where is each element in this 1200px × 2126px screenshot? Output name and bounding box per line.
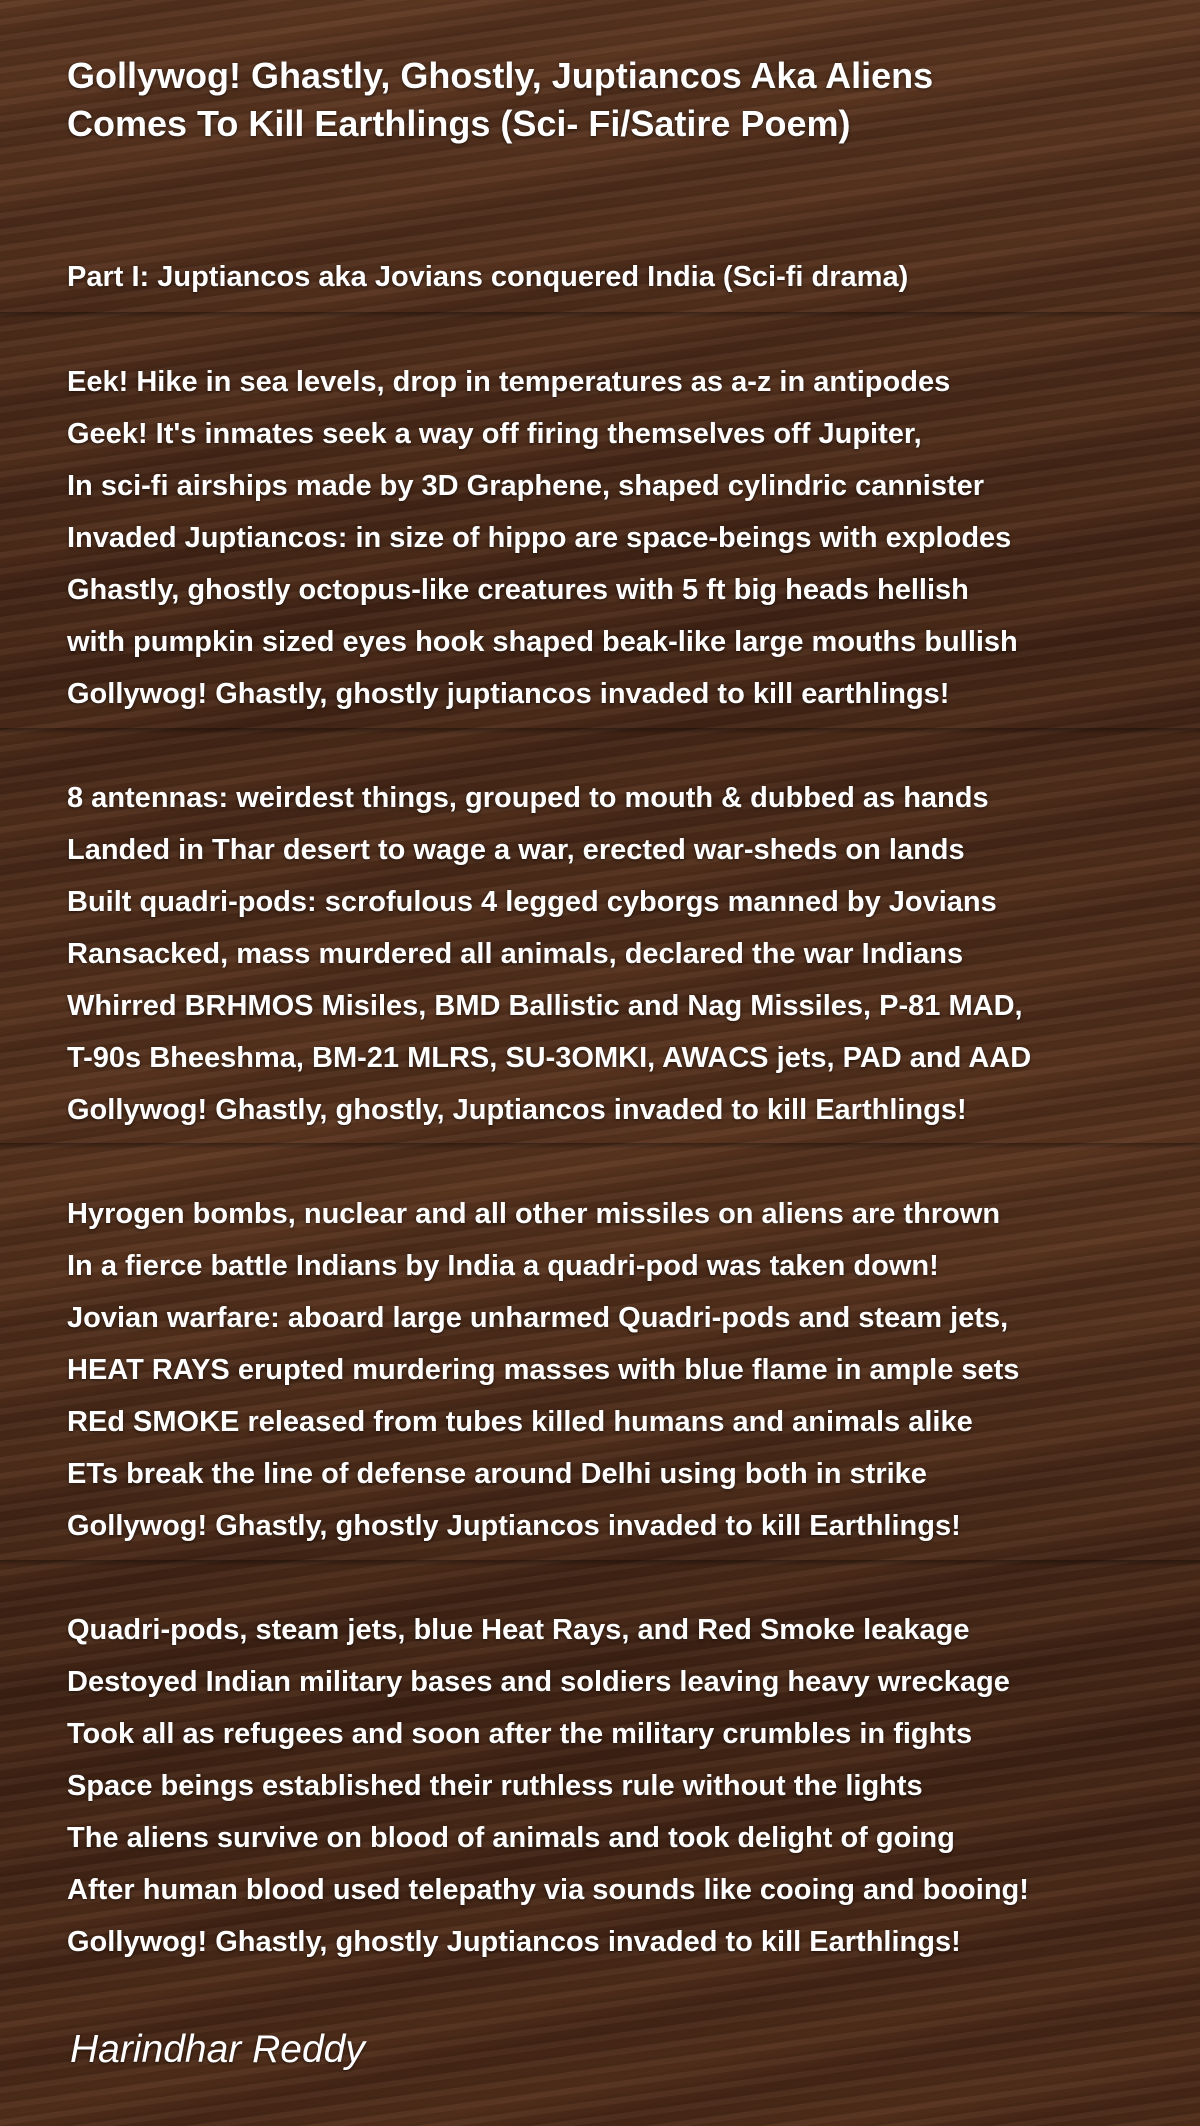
poem-line: Whirred BRHMOS Misiles, BMD Ballistic and Nag Missiles, P-81 MAD, bbox=[67, 990, 1023, 1022]
poem-line: Landed in Thar desert to wage a war, erected war-sheds on lands bbox=[67, 834, 965, 866]
wood-plank-seam bbox=[0, 1560, 1200, 1566]
poem-line: Jovian warfare: aboard large unharmed Quadri-pods and steam jets, bbox=[67, 1302, 1009, 1334]
poem-line: Gollywog! Ghastly, ghostly, Juptiancos invaded to kill Earthlings! bbox=[67, 1094, 967, 1126]
poem-line: Gollywog! Ghastly, ghostly juptiancos invaded to kill earthlings! bbox=[67, 678, 950, 710]
poem-line: In sci-fi airships made by 3D Graphene, shaped cylindric cannister bbox=[67, 470, 985, 502]
poem-line: Ghastly, ghostly octopus-like creatures with 5 ft big heads hellish bbox=[67, 574, 969, 606]
wood-plank-seam bbox=[0, 312, 1200, 318]
poem-line: 8 antennas: weirdest things, grouped to mouth & dubbed as hands bbox=[67, 782, 989, 814]
poem-line: with pumpkin sized eyes hook shaped beak-like large mouths bullish bbox=[67, 626, 1018, 658]
poem-line: Built quadri-pods: scrofulous 4 legged cyborgs manned by Jovians bbox=[67, 886, 997, 918]
poem-line: Gollywog! Ghastly, ghostly Juptiancos invaded to kill Earthlings! bbox=[67, 1926, 961, 1958]
stanza-1 bbox=[67, 356, 1177, 720]
poem-line: HEAT RAYS erupted murdering masses with blue flame in ample sets bbox=[67, 1354, 1020, 1386]
poem-line: Gollywog! Ghastly, ghostly Juptiancos invaded to kill Earthlings! bbox=[67, 1510, 961, 1542]
poem-line: In a fierce battle Indians by India a quadri-pod was taken down! bbox=[67, 1250, 939, 1282]
poem-line: Ransacked, mass murdered all animals, declared the war Indians bbox=[67, 938, 964, 970]
poem-line: The aliens survive on blood of animals and took delight of going bbox=[67, 1822, 955, 1854]
stanza-4 bbox=[67, 1604, 1177, 1968]
wood-plank-seam bbox=[0, 728, 1200, 734]
poem-line: REd SMOKE released from tubes killed humans and animals alike bbox=[67, 1406, 973, 1438]
poem-line: Geek! It's inmates seek a way off firing themselves off Jupiter, bbox=[67, 418, 922, 450]
stanza-2 bbox=[67, 772, 1177, 1136]
poem-line: Eek! Hike in sea levels, drop in temperatures as a-z in antipodes bbox=[67, 366, 951, 398]
poem-line: T-90s Bheeshma, BM-21 MLRS, SU-3OMKI, AWACS jets, PAD and AAD bbox=[67, 1042, 1032, 1074]
poem-line: Took all as refugees and soon after the military crumbles in fights bbox=[67, 1718, 973, 1750]
poem-line: Quadri-pods, steam jets, blue Heat Rays, and Red Smoke leakage bbox=[67, 1614, 970, 1646]
poem-header bbox=[67, 52, 1167, 148]
poem-line: Space beings established their ruthless rule without the lights bbox=[67, 1770, 923, 1802]
poem-line: Invaded Juptiancos: in size of hippo are space-beings with explodes bbox=[67, 522, 1012, 554]
poem-line: ETs break the line of defense around Delhi using both in strike bbox=[67, 1458, 927, 1490]
poem-line: Destoyed Indian military bases and soldiers leaving heavy wreckage bbox=[67, 1666, 1010, 1698]
poem-title: Gollywog! Ghastly, Ghostly, Juptiancos Aka Aliens Comes To Kill Earthlings (Sci- Fi/Satire Poem) bbox=[67, 55, 934, 144]
poem-line: After human blood used telepathy via sounds like cooing and booing! bbox=[67, 1874, 1029, 1906]
poem-author: Harindhar Reddy bbox=[70, 2028, 365, 2071]
wood-plank-seam bbox=[0, 1143, 1200, 1149]
poem-line: Hyrogen bombs, nuclear and all other missiles on aliens are thrown bbox=[67, 1198, 1001, 1230]
poem-subtitle: Part I: Juptiancos aka Jovians conquered India (Sci-fi drama) bbox=[67, 261, 909, 293]
stanza-3 bbox=[67, 1188, 1177, 1552]
